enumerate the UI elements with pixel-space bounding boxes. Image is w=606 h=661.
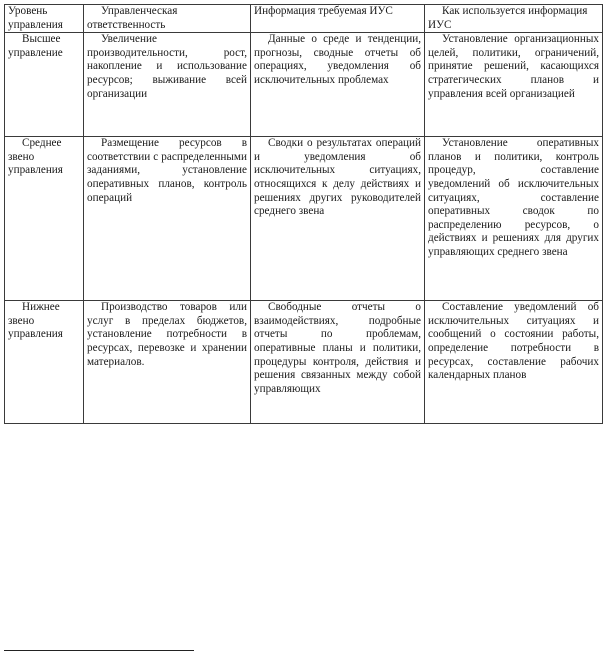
header-required-info: Информация требуемая ИУС <box>251 5 425 33</box>
header-usage: Как используется информация ИУС <box>425 5 603 33</box>
row-responsibility-middle: Размещение ресурсов в соответствии с распределенными заданиями, установление оперативных планов, контроль операций <box>84 137 251 301</box>
table-row <box>5 301 603 424</box>
row-usage-middle: Установление оперативных планов и политики, контроль процедур, составление уведомлений об исключительных ситуациях, составление оперативных сводок по распределению ресурсов, о действиях и решениях для других управляющих среднего звена <box>425 137 603 301</box>
header-level: Уровень управления <box>5 5 84 33</box>
row-usage-top: Установление организационных целей, политики, ограничений, принятие решений, касающихся стратегических планов и управления всей организацией <box>425 33 603 137</box>
row-required-info-middle: Сводки о результатах операций и уведомления об исключительных ситуациях, относящихся к делу действиях и решениях других руководителей среднего звена <box>251 137 425 301</box>
row-level-top: Высшее управление <box>5 33 84 137</box>
footnote-separator-line <box>4 650 194 651</box>
row-responsibility-top: Увеличение производительности, рост, накопление и использование ресурсов; выживание всей организации <box>84 33 251 137</box>
row-level-middle: Среднее звено управления <box>5 137 84 301</box>
row-level-bottom: Нижнее звено управления <box>5 301 84 424</box>
row-required-info-bottom: Свободные отчеты о взаимодействиях, подробные отчеты по проблемам, оперативные планы и политики, процедуры контроля, действия и решения связанных между собой управляющих <box>251 301 425 424</box>
table-row <box>5 137 603 301</box>
cut-off-caption-fragment <box>40 425 580 430</box>
management-information-table <box>4 4 603 424</box>
table-header-row <box>5 5 603 33</box>
table-row <box>5 33 603 137</box>
row-usage-bottom: Составление уведомлений об исключительных ситуациях и сообщений о состоянии работы, определение потребности в ресурсах, составление рабочих календарных планов <box>425 301 603 424</box>
row-responsibility-bottom: Производство товаров или услуг в пределах бюджетов, установление потребности в ресурсах, перевозке и хранении материалов. <box>84 301 251 424</box>
header-responsibility: Управленческая ответственность <box>84 5 251 33</box>
row-required-info-top: Данные о среде и тенденции, прогнозы, сводные отчеты об операциях, уведомления об исключительных проблемах <box>251 33 425 137</box>
